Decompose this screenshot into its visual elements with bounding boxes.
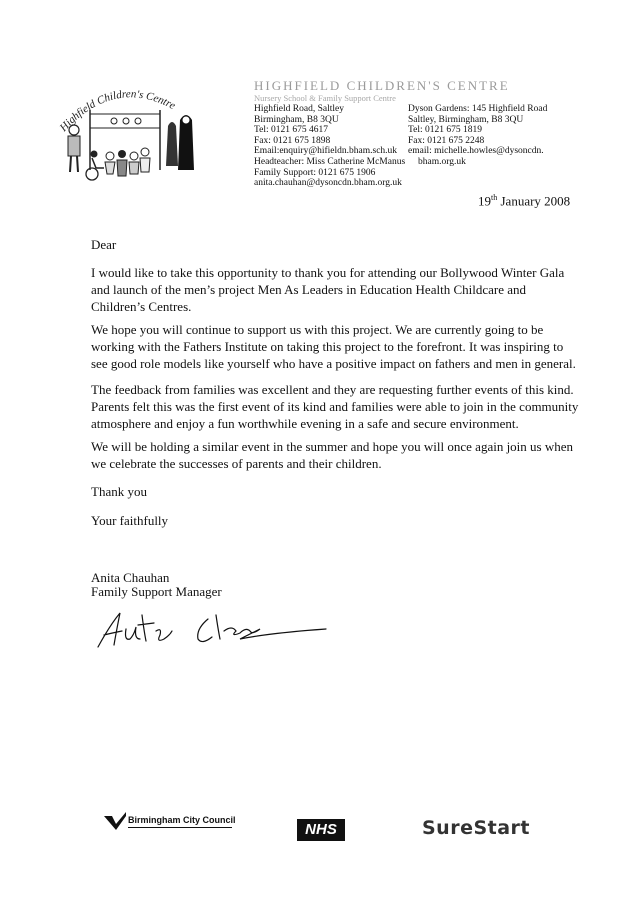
address-left-line: Email:enquiry@hifieldn.bham.sch.uk — [254, 146, 398, 157]
surestart-logo: SureStart — [422, 817, 531, 839]
closing-thanks: Thank you — [91, 484, 147, 499]
handwritten-signature — [90, 605, 330, 665]
address-left-line: Family Support: 0121 675 1906 — [254, 167, 376, 178]
address-left-line: Highfield Road, Saltley — [254, 104, 344, 114]
address-right-line: Tel: 0121 675 1819 — [408, 125, 483, 136]
closing-valediction: Your faithfully — [91, 513, 169, 528]
address-right-line: Saltley, Birmingham, B8 3QU — [408, 114, 524, 125]
body-paragraph: I would like to take this opportunity to thank you for attending our Bollywood Winter Gala and launch of the men’s project Men As Leaders in Education Health Childcare and Children’s Centres. — [91, 265, 565, 314]
body-paragraph: We hope you will continue to support us with this project. We are currently going to be working with the Fathers Institute on taking this project to the forefront. It was inspiring to see good role models like yourself who have a positive impact on fathers and men in general. — [91, 322, 576, 371]
address-left-line: anita.chauhan@dysoncdn.bham.org.uk — [254, 178, 402, 189]
address-left — [254, 104, 405, 189]
address-left-line: Fax: 0121 675 1898 — [254, 135, 331, 146]
letter-date — [478, 193, 570, 209]
council-arrow-icon — [104, 812, 126, 830]
address-left-line: Tel: 0121 675 4617 — [254, 125, 329, 136]
nhs-logo-text: NHS — [305, 821, 337, 838]
address-right-line: Dyson Gardens: 145 Highfield Road — [408, 104, 548, 114]
address-right — [408, 104, 547, 168]
svg-text:Highfield Children's Centre: Highfield Children's Centre — [57, 88, 178, 134]
signer-name: Anita Chauhan — [91, 570, 170, 585]
signer-title: Family Support Manager — [91, 584, 222, 599]
salutation: Dear — [91, 237, 117, 252]
centre-title: HIGHFIELD CHILDREN'S CENTRE — [254, 78, 510, 93]
body-paragraph: We will be holding a similar event in the summer and hope you will once again join us when we celebrate the successes of parents and their children. — [91, 439, 574, 471]
address-right-line: email: michelle.howles@dysoncdn. — [408, 146, 544, 157]
body-paragraph: The feedback from families was excellent and they are requesting further events of this kind. Parents felt this was the first event of its kind and families were able to join in the community atmosphere and enjoy a fun worthwhile evening in a safe and secure environment. — [91, 382, 579, 431]
nhs-logo — [297, 819, 345, 841]
date-suffix: th — [491, 193, 498, 202]
council-name: Birmingham City Council — [128, 815, 236, 825]
address-left-line: Headteacher: Miss Catherine McManus — [254, 156, 406, 167]
address-left-line: Birmingham, B8 3QU — [254, 114, 339, 125]
date-day: 19 — [478, 193, 491, 209]
centre-subtitle: Nursery School & Family Support Centre — [254, 93, 396, 103]
date-month-year: January 2008 — [497, 193, 571, 209]
address-right-line: bham.org.uk — [418, 156, 466, 167]
address-right-line: Fax: 0121 675 2248 — [408, 135, 485, 146]
childrens-centre-logo — [52, 70, 202, 185]
